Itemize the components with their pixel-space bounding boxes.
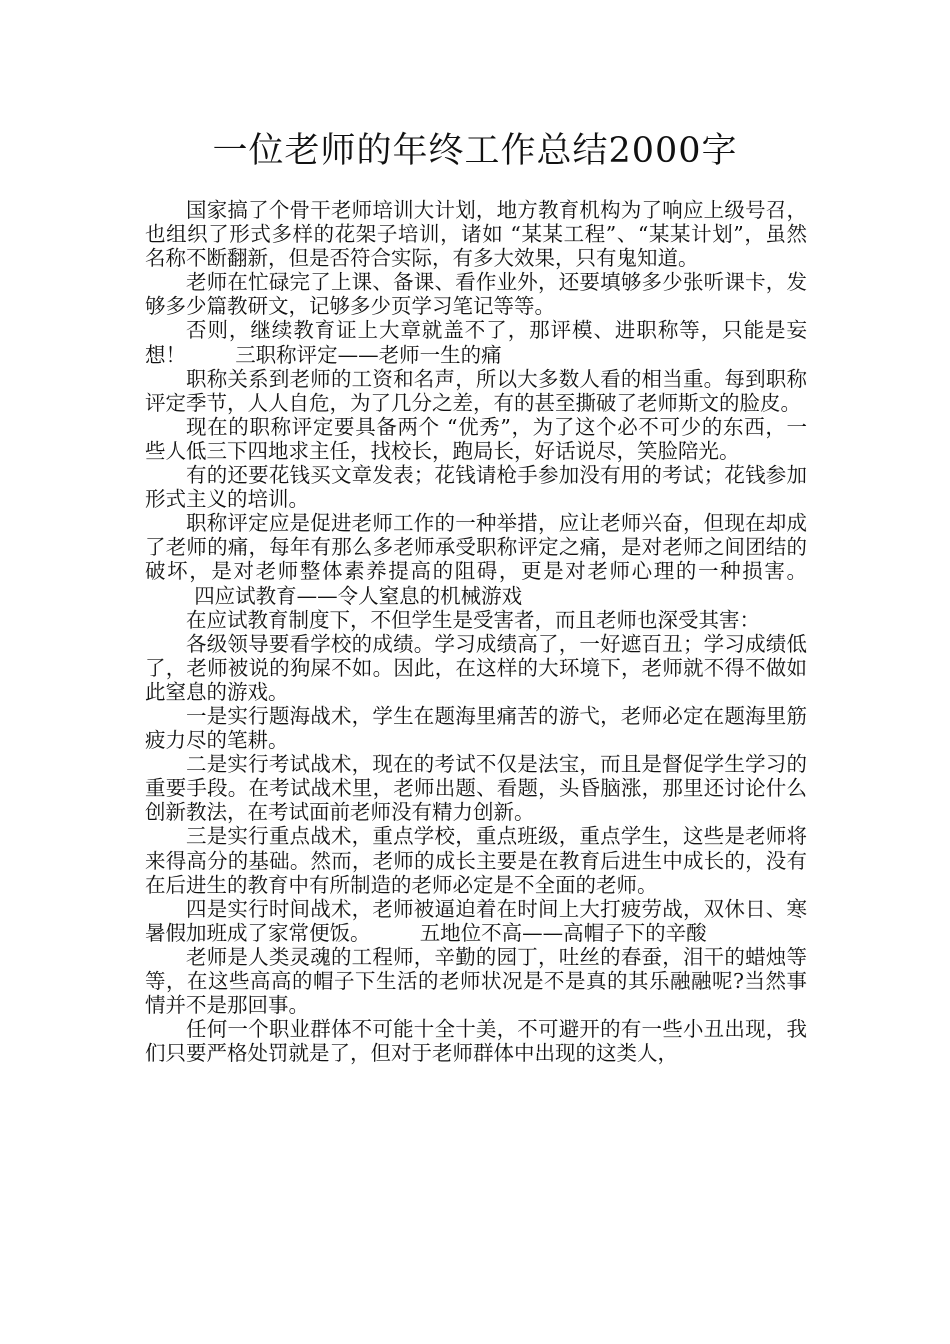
paragraph xyxy=(145,897,807,945)
document-title: 一位老师的年终工作总结2000字 xyxy=(212,131,738,171)
paragraph: 三是实行重点战术，重点学校，重点班级，重点学生，这些是老师将来得高分的基础。然而，老师的成长主要是在教育后进生中成长的，没有在后进生的教育中有所制造的老师必定是不全面的老师。 xyxy=(145,824,807,897)
paragraph: 老师是人类灵魂的工程师，辛勤的园丁，吐丝的春蚕，泪干的蜡烛等等，在这些高高的帽子下生活的老师状况是不是真的其乐融融呢?当然事情并不是那回事。 xyxy=(145,944,807,1018)
section-heading: 四应试教育——令人窒息的机械游戏 xyxy=(194,583,523,608)
paragraph: 一是实行题海战术，学生在题海里痛苦的游弋，老师必定在题海里筋疲力尽的笔耕。 xyxy=(145,703,807,753)
section-heading: 五地位不高——高帽子下的辛酸 xyxy=(419,920,707,945)
paragraph-text: 否则，继续教育证上大章就盖不了，那评模、进职称等，只能是妄想！ xyxy=(145,318,807,367)
paragraph: 二是实行考试战术，现在的考试不仅是法宝，而且是督促学生学习的重要手段。在考试战术里，老师出题、看题，头昏脑涨，那里还讨论什么创新教法，在考试面前老师没有精力创新。 xyxy=(145,752,807,825)
paragraph: 在应试教育制度下，不但学生是受害者，而且老师也深受其害： xyxy=(186,607,760,632)
paragraph: 任何一个职业群体不可能十全十美，不可避开的有一些小丑出现，我们只要严格处罚就是了，但对于老师群体中出现的这类人， xyxy=(145,1017,807,1066)
document-body xyxy=(145,198,807,1065)
paragraph-text: 四是实行时间战术，老师被逼迫着在时间上大打疲劳战，双休日、寒暑假加班成了家常便饭。 xyxy=(145,896,807,945)
paragraph xyxy=(145,318,807,366)
paragraph xyxy=(145,511,807,607)
paragraph: 现在的职称评定要具备两个 “优秀”，为了这个必不可少的东西，一些人低三下四地求主任，找校长，跑局长，好话说尽，笑脸陪光。 xyxy=(145,414,807,463)
paragraph-text: 职称评定应是促进老师工作的一种举措，应让老师兴奋，但现在却成了老师的痛，每年有那么多老师承受职称评定之痛，是对老师之间团结的破坏，是对老师整体素养提高的阻碍，更是对老师心理的一种损害。 xyxy=(145,511,807,584)
paragraph: 职称关系到老师的工资和名声，所以大多数人看的相当重。每到职称评定季节，人人自危，为了几分之差，有的甚至撕破了老师斯文的脸皮。 xyxy=(145,366,807,415)
paragraph: 国家搞了个骨干老师培训大计划，地方教育机构为了响应上级号召，也组织了形式多样的花架子培训，诸如 “某某工程”、“某某计划”，虽然名称不断翻新，但是否符合实际，有多大效果，只有鬼知道。 xyxy=(145,198,807,271)
paragraph: 各级领导要看学校的成绩。学习成绩高了，一好遮百丑；学习成绩低了，老师被说的狗屎不如。因此，在这样的大环境下，老师就不得不做如此窒息的游戏。 xyxy=(145,631,807,704)
section-heading: 三职称评定——老师一生的痛 xyxy=(235,342,502,367)
paragraph: 有的还要花钱买文章发表；花钱请枪手参加没有用的考试；花钱参加形式主义的培训。 xyxy=(145,463,807,512)
paragraph: 老师在忙碌完了上课、备课、看作业外，还要填够多少张听课卡，发够多少篇教研文，记够多少页学习笔记等等。 xyxy=(145,270,807,319)
